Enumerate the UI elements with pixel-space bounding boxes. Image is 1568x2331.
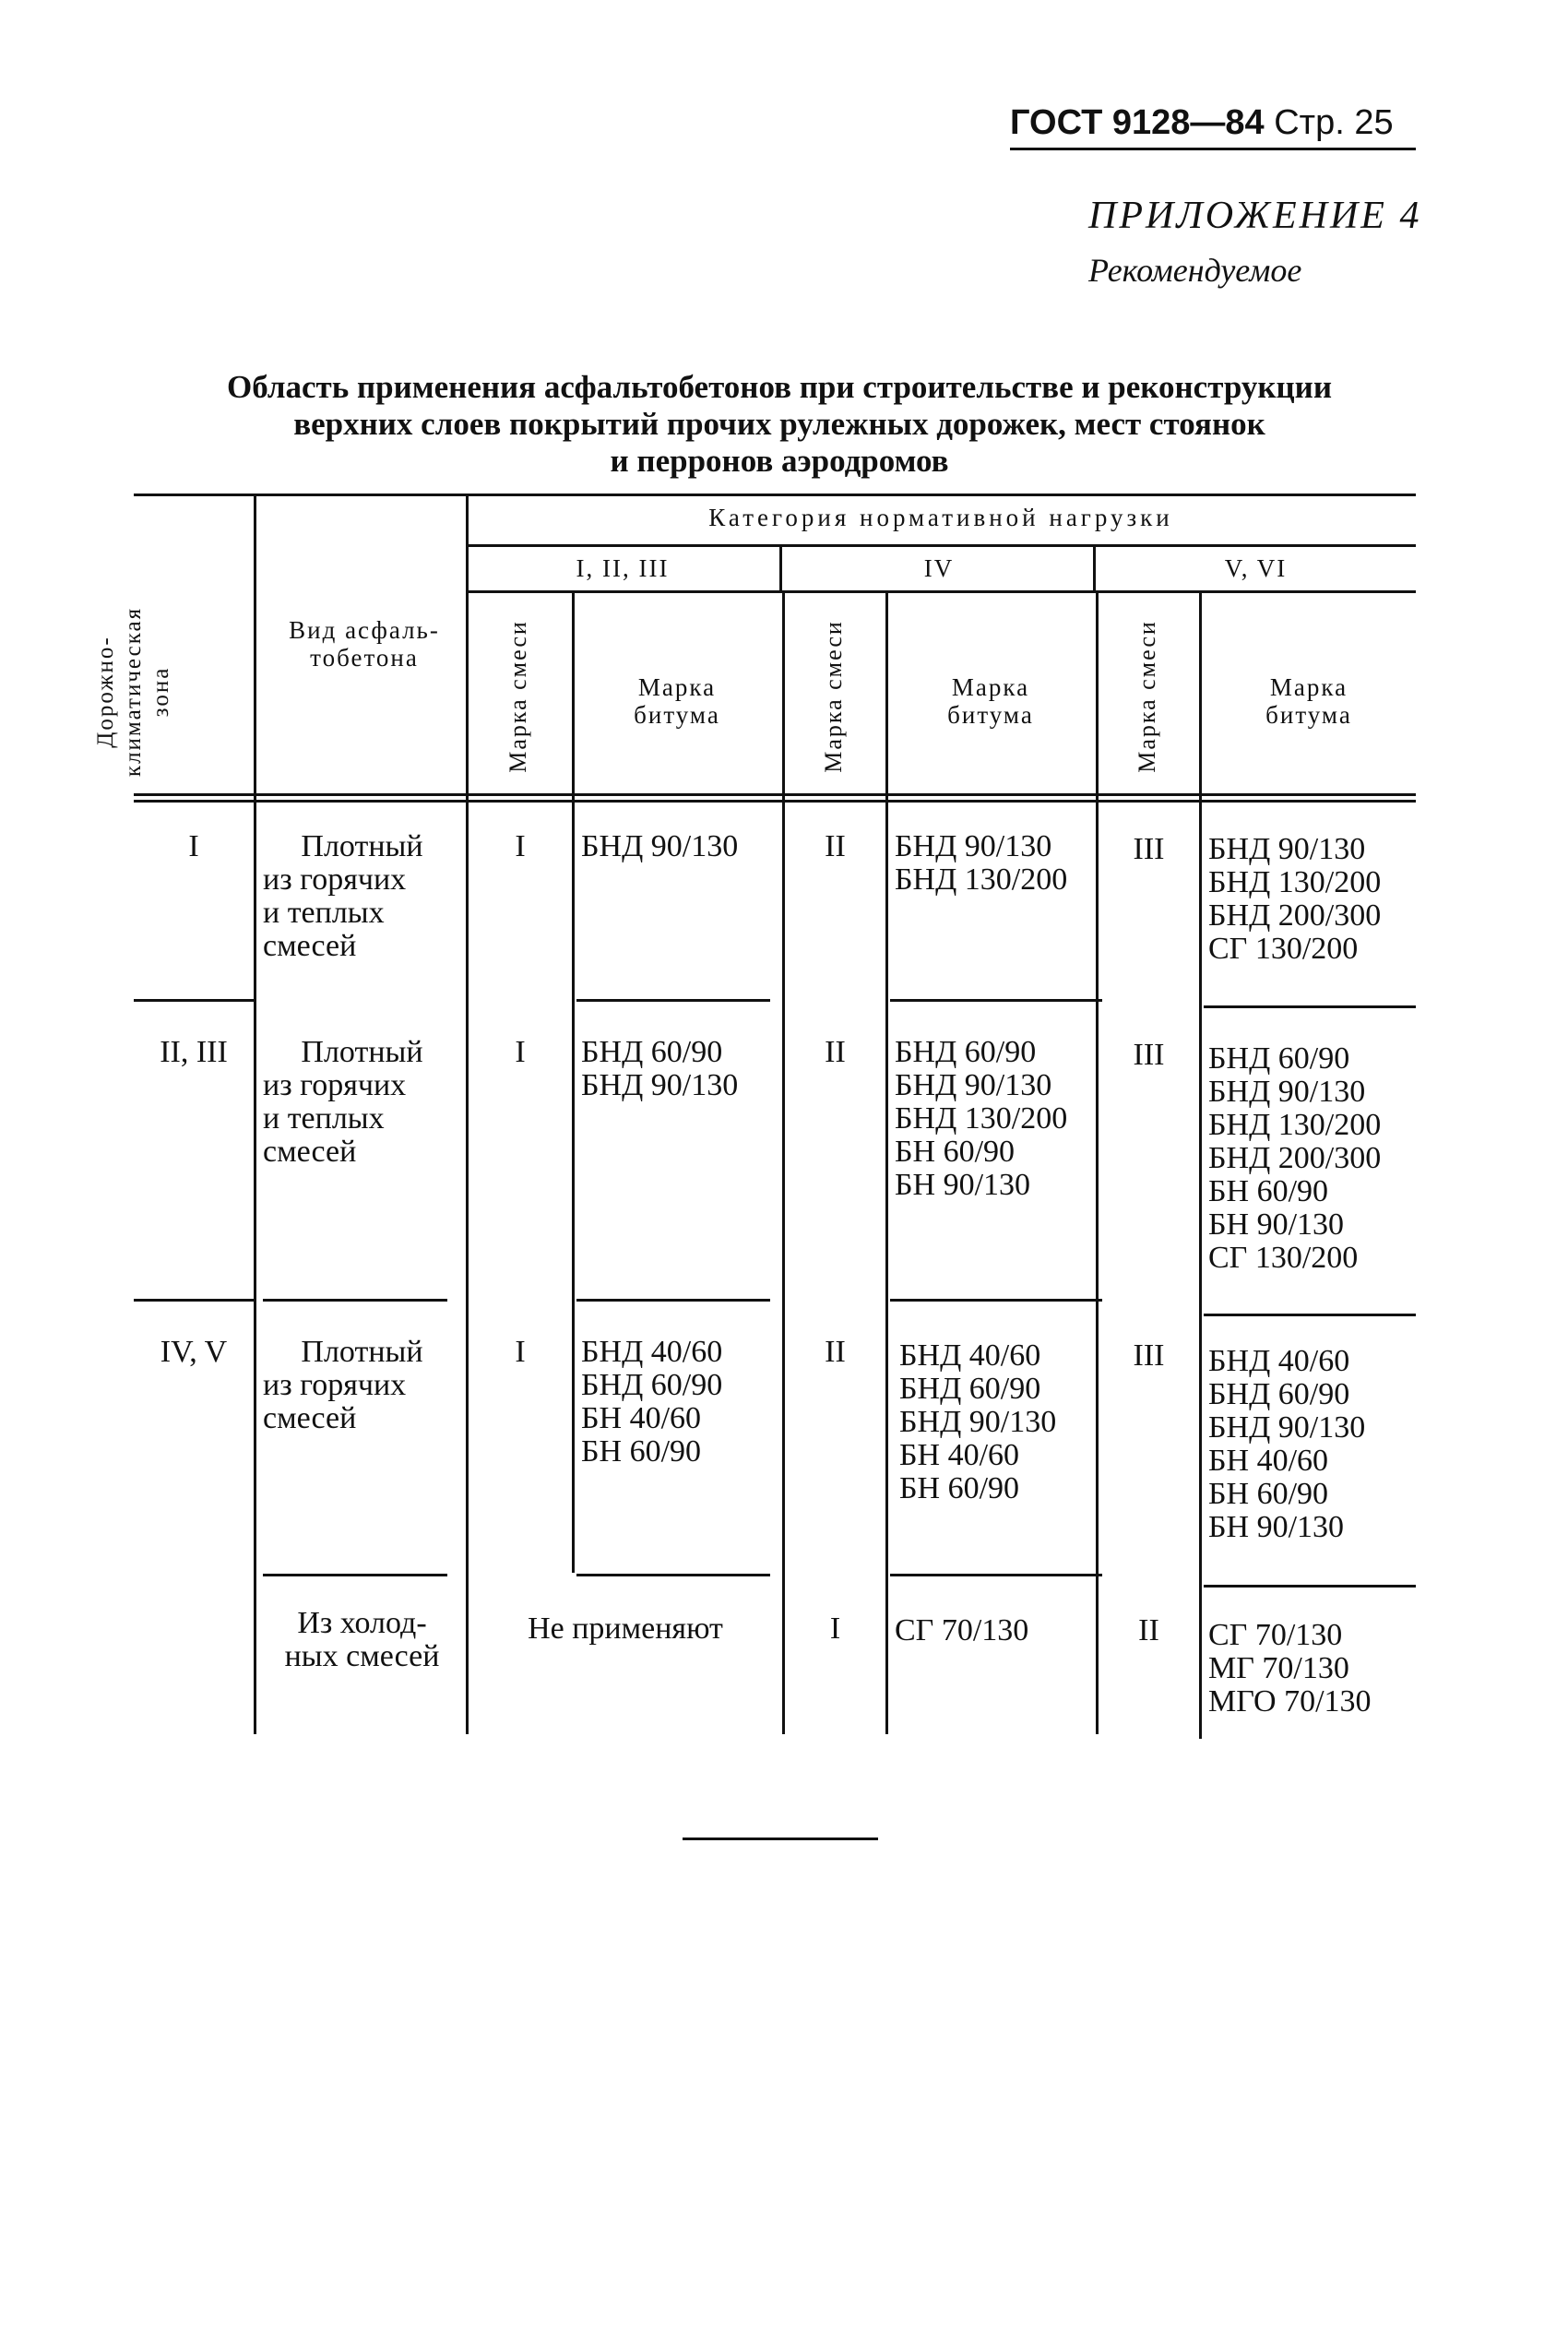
mix-grade-cell: II xyxy=(825,829,846,863)
cell-line: БН 60/90 xyxy=(581,1434,702,1469)
column-line xyxy=(254,494,256,1734)
row-separator xyxy=(1204,1005,1416,1008)
header-bottom-line xyxy=(134,793,1416,796)
bitumen-cell xyxy=(895,830,1067,897)
row-separator xyxy=(134,999,254,1002)
mix-grade-cell: I xyxy=(515,1035,526,1069)
cell-line: БН 90/130 xyxy=(1208,1510,1345,1544)
table-top-border xyxy=(134,494,1416,496)
cell-line: БНД 60/90 xyxy=(895,1035,1037,1069)
cell-line: БН 60/90 xyxy=(899,1471,1020,1505)
cell-line: БНД 60/90 xyxy=(1208,1377,1350,1411)
cell-line: Плотный xyxy=(301,829,423,863)
header-text: Марка xyxy=(1269,673,1348,701)
column-line xyxy=(885,590,888,1734)
column-line xyxy=(466,494,469,1734)
mix-grade-cell: I xyxy=(515,1335,526,1369)
column-line xyxy=(572,590,575,1573)
cell-line: БНД 200/300 xyxy=(1208,898,1382,933)
cell-line: МГ 70/130 xyxy=(1208,1651,1349,1685)
cell-line: из горячих xyxy=(263,1068,407,1102)
zone-cell: I xyxy=(188,829,199,863)
row-separator xyxy=(576,1574,770,1576)
cell-line: смесей xyxy=(263,1401,357,1435)
row-separator xyxy=(1204,1314,1416,1316)
row-separator xyxy=(890,1574,1102,1576)
title-line: Область применения асфальтобетонов при строительстве и реконструкции xyxy=(227,369,1332,405)
cell-line: БН 60/90 xyxy=(1208,1477,1329,1511)
header-rule xyxy=(1010,148,1416,150)
row-separator xyxy=(1204,1585,1416,1588)
cell-line: БНД 60/90 xyxy=(899,1372,1041,1406)
bitumen-cell xyxy=(1208,1345,1365,1544)
page-number: Стр. 25 xyxy=(1274,103,1394,142)
row-separator xyxy=(263,1574,447,1576)
cell-line: МГО 70/130 xyxy=(1208,1684,1372,1719)
type-column-header xyxy=(267,616,461,672)
cell-line: БНД 40/60 xyxy=(1208,1344,1350,1378)
cell-line: из горячих xyxy=(263,1368,407,1402)
header-text: битума xyxy=(634,701,720,729)
bitumen-cell xyxy=(581,830,738,863)
category-header: IV xyxy=(923,554,955,582)
bitumen-grade-header xyxy=(575,673,779,729)
cell-line: Плотный xyxy=(301,1335,423,1369)
category-header: I, II, III xyxy=(576,554,670,582)
title-line: и перронов аэродромов xyxy=(610,443,949,479)
cell-line: БНД 90/130 xyxy=(1208,1075,1366,1109)
appendix-status: Рекомендуемое xyxy=(1088,252,1302,289)
mix-grade-cell: III xyxy=(1133,832,1165,866)
cell-line: БНД 130/200 xyxy=(1208,865,1382,899)
cell-line: из горячих xyxy=(263,862,407,897)
end-rule xyxy=(683,1837,878,1840)
cell-line: и теплых xyxy=(263,1101,385,1136)
bitumen-cell xyxy=(895,1036,1067,1202)
cell-line: БНД 90/130 xyxy=(895,1068,1052,1102)
cell-line: БНД 40/60 xyxy=(899,1338,1041,1373)
row-separator xyxy=(890,1299,1102,1302)
mix-grade-cell: I xyxy=(829,1611,841,1646)
cell-line: БНД 130/200 xyxy=(1208,1108,1382,1142)
column-line xyxy=(1199,590,1202,1739)
type-cell xyxy=(263,1607,461,1673)
cell-line: БНД 40/60 xyxy=(581,1335,723,1369)
category-underline xyxy=(466,544,1416,547)
header-text: битума xyxy=(1265,701,1352,729)
zone-column-header xyxy=(92,586,184,798)
cell-line: БН 60/90 xyxy=(895,1135,1016,1169)
cell-line: БНД 130/200 xyxy=(895,862,1068,897)
row-separator xyxy=(134,1299,254,1302)
type-cell xyxy=(263,1036,461,1169)
row-separator xyxy=(576,1299,770,1302)
bitumen-cell xyxy=(899,1339,1056,1505)
cell-line: БНД 200/300 xyxy=(1208,1141,1382,1175)
mix-grade-cell: II xyxy=(825,1035,846,1069)
row-separator xyxy=(890,999,1102,1002)
bitumen-cell xyxy=(1208,1619,1372,1719)
load-category-header: Категория нормативной нагрузки xyxy=(708,504,1173,531)
cell-line: БНД 90/130 xyxy=(899,1405,1057,1439)
header-text: Марка xyxy=(637,673,717,701)
cell-line: и теплых xyxy=(263,896,385,930)
cell-line: БНД 130/200 xyxy=(895,1101,1068,1136)
header-text: Вид асфаль- xyxy=(289,616,440,644)
cell-line: БН 40/60 xyxy=(581,1401,702,1435)
cell-line: БНД 60/90 xyxy=(1208,1041,1350,1076)
mix-grade-cell: III xyxy=(1133,1338,1165,1373)
category-header: V, VI xyxy=(1224,554,1288,582)
cell-line: Из холод- xyxy=(297,1606,427,1640)
mix-grade-cell: II xyxy=(825,1335,846,1369)
cell-line: БН 90/130 xyxy=(895,1168,1031,1202)
type-cell xyxy=(263,1336,461,1435)
zone-cell: IV, V xyxy=(160,1335,228,1369)
mix-grade-header: Марка смеси xyxy=(1134,620,1160,773)
column-line xyxy=(782,590,785,1734)
mix-grade-header: Марка смеси xyxy=(505,620,531,773)
bitumen-grade-header xyxy=(1202,673,1416,729)
cell-line: БНД 90/130 xyxy=(581,1068,739,1102)
title-line: верхних слоев покрытий прочих рулежных дорожек, мест стоянок xyxy=(293,406,1265,442)
cell-line: БНД 90/130 xyxy=(1208,1410,1366,1445)
cell-line: БНД 60/90 xyxy=(581,1035,723,1069)
bitumen-cell xyxy=(581,1336,722,1469)
mix-grade-cell: I xyxy=(515,829,526,863)
header-text: Марка xyxy=(951,673,1030,701)
bitumen-cell xyxy=(1208,833,1381,966)
subcategory-underline xyxy=(466,590,1416,593)
bitumen-grade-header xyxy=(888,673,1093,729)
cell-line: СГ 130/200 xyxy=(1208,1241,1359,1275)
row-separator xyxy=(263,1299,447,1302)
cell-line: БНД 90/130 xyxy=(895,829,1052,863)
header-text: тобетона xyxy=(310,644,419,672)
cell-line: БН 40/60 xyxy=(899,1438,1020,1472)
row-separator xyxy=(576,999,770,1002)
header-text: климатическая xyxy=(121,606,146,778)
cell-line: смесей xyxy=(263,929,357,963)
cell-line: ных смесей xyxy=(284,1639,440,1673)
cell-line: Плотный xyxy=(301,1035,423,1069)
bitumen-cell xyxy=(1208,1042,1381,1275)
cell-line: БН 60/90 xyxy=(1208,1174,1329,1208)
cell-line: СГ 70/130 xyxy=(1208,1618,1343,1652)
cell-line: БН 40/60 xyxy=(1208,1444,1329,1478)
cell-line: БН 90/130 xyxy=(1208,1207,1345,1242)
mix-grade-cell: III xyxy=(1133,1038,1165,1072)
mix-grade-cell: II xyxy=(1138,1613,1159,1647)
type-cell xyxy=(263,830,461,963)
bitumen-cell xyxy=(895,1614,1028,1647)
document-number: ГОСТ 9128—84 xyxy=(1010,103,1265,142)
cell-line: БНД 90/130 xyxy=(581,829,739,863)
cell-line: смесей xyxy=(263,1135,357,1169)
cell-line: БНД 90/130 xyxy=(1208,832,1366,866)
mix-grade-header: Марка смеси xyxy=(820,620,847,773)
cell-line: БНД 60/90 xyxy=(581,1368,723,1402)
zone-cell: II, III xyxy=(160,1035,228,1069)
bitumen-cell xyxy=(581,1036,738,1102)
header-text: битума xyxy=(947,701,1034,729)
cell-line: СГ 70/130 xyxy=(895,1613,1029,1647)
header-bottom-line-2 xyxy=(134,800,1416,803)
column-line xyxy=(1096,590,1099,1734)
cell-line: СГ 130/200 xyxy=(1208,932,1359,966)
header-text: Дорожно- xyxy=(93,636,118,748)
page-header xyxy=(1010,103,1416,151)
header-text: зона xyxy=(148,666,173,718)
appendix-label: ПРИЛОЖЕНИЕ 4 xyxy=(1088,195,1422,237)
table-title xyxy=(138,369,1420,480)
not-applied-cell: Не применяют xyxy=(528,1611,723,1646)
